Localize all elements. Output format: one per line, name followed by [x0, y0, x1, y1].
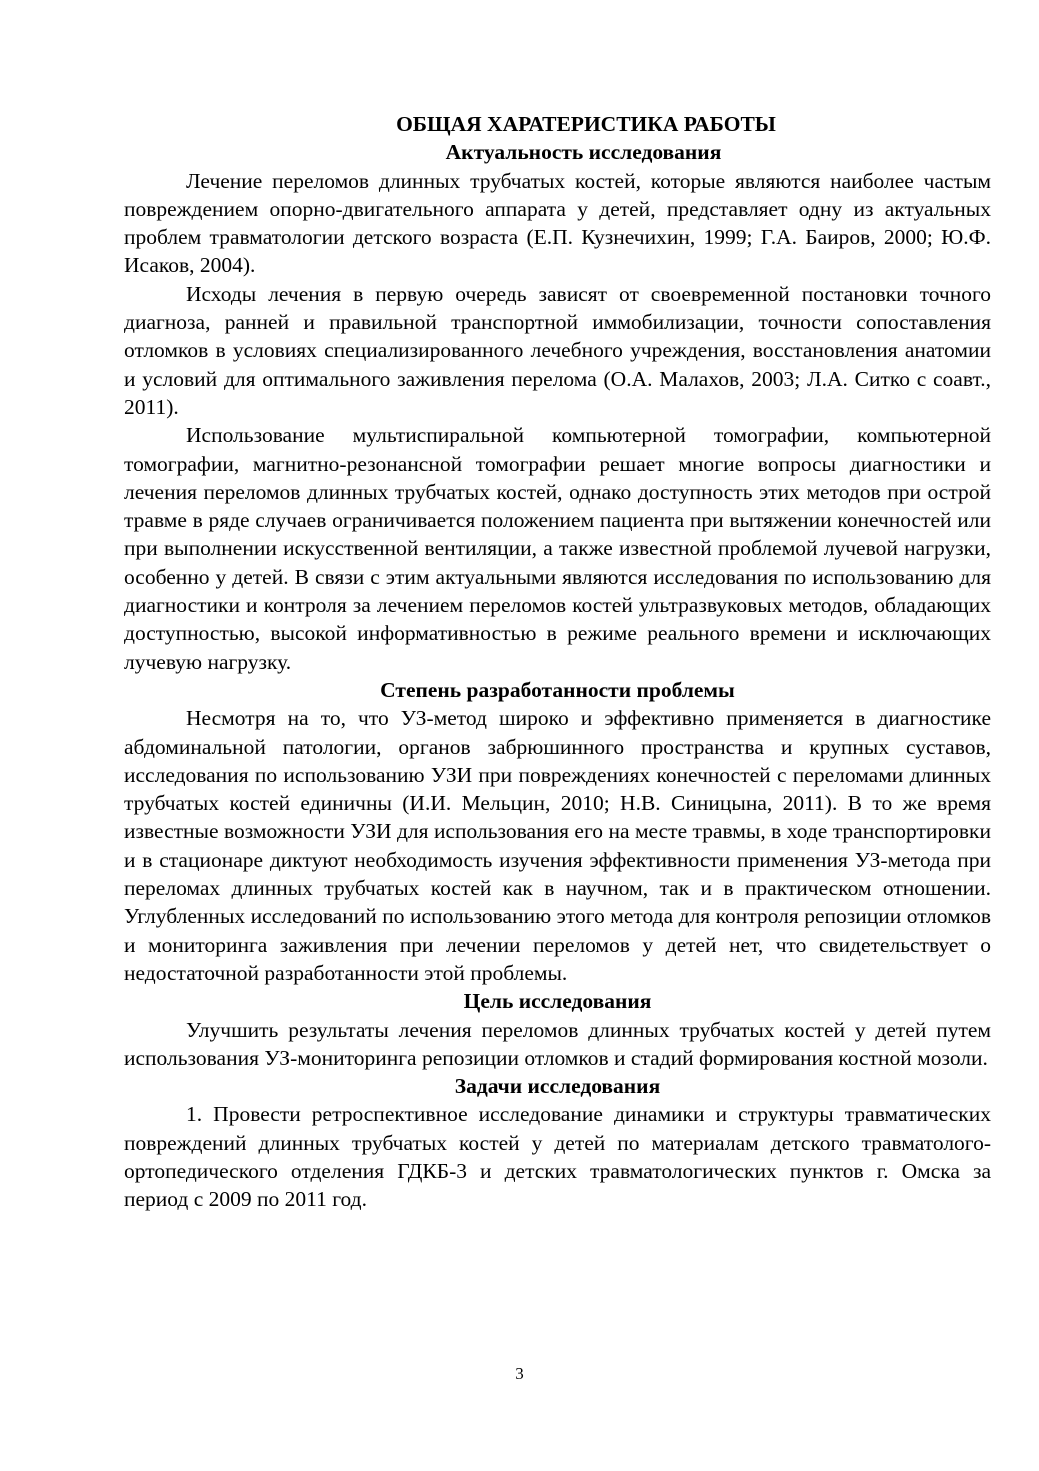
page-number: 3 — [515, 1364, 524, 1383]
section-heading-relevance: Актуальность исследования — [445, 140, 722, 165]
section-heading-goal: Цель исследования — [463, 989, 652, 1014]
paragraph: Использование мультиспиральной компьютерной томографии, компьютерной томографии, магнитно-резонансной томографии решает многие вопросы диагностики и лечения переломов длинных трубчатых костей, однако доступность этих методов при острой травме в ряде случаев ограничивается положением пациента при вытяжении конечностей или при выполнении искусственной вентиляции, а также известной проблемой лучевой нагрузки, особенно у детей. В связи с этим актуальными являются исследования по использованию для диагностики и контроля за лечением переломов костей ультразвуковых методов, обладающих доступностью, высокой информативностью в режиме реального времени и исключающих лучевую нагрузку. — [124, 423, 991, 674]
paragraph: Исходы лечения в первую очередь зависят от своевременной постановки точного диагноза, ранней и правильной транспортной иммобилизации, точности сопоставления отломков в условиях специализированного лечебного учреждения, восстановления анатомии и условий для оптимального заживления перелома (О.А. Малахов, 2003; Л.А. Ситко с соавт., 2011). — [124, 281, 991, 419]
paragraph: 1. Провести ретроспективное исследование динамики и структуры травматических повреждений длинных трубчатых костей у детей по материалам детского травматолого-ортопедического отделения ГДКБ-3 и детских травматологических пунктов г. Омска за период с 2009 по 2011 год. — [124, 1102, 991, 1212]
paragraph: Лечение переломов длинных трубчатых костей, которые являются наиболее частым повреждением опорно-двигательного аппарата у детей, представляет одну из актуальных проблем травматологии детского возраста (Е.П. Кузнечихин, 1999; Г.А. Баиров, 2000; Ю.Ф. Исаков, 2004). — [124, 168, 991, 278]
paragraph: Улучшить результаты лечения переломов длинных трубчатых костей у детей путем использования УЗ-мониторинга репозиции отломков и стадий формирования костной мозоли. — [124, 1017, 991, 1070]
paragraph: Несмотря на то, что УЗ-метод широко и эффективно применяется в диагностике абдоминальной патологии, органов забрюшинного пространства и крупных суставов, исследования по использованию УЗИ при повреждениях конечностей с переломами длинных трубчатых костей единичны (И.И. Мельцин, 2010; Н.В. Синицына, 2011). В то же время известные возможности УЗИ для использования его на месте травмы, в ходе транспортировки и в стационаре диктуют необходимость изучения эффективности применения УЗ-метода при переломах длинных трубчатых костей как в научном, так и в практическом отношении. Углубленных исследований по использованию этого метода для контроля репозиции отломков и мониторинга заживления при лечении переломов у детей нет, что свидетельствует о недостаточной разработанности этой проблемы. — [124, 706, 991, 985]
section-heading-development: Степень разработанности проблемы — [380, 677, 735, 702]
document-page — [124, 110, 991, 1214]
document-title: ОБЩАЯ ХАРАТЕРИСТИКА РАБОТЫ — [396, 112, 776, 136]
section-heading-tasks: Задачи исследования — [454, 1074, 661, 1099]
